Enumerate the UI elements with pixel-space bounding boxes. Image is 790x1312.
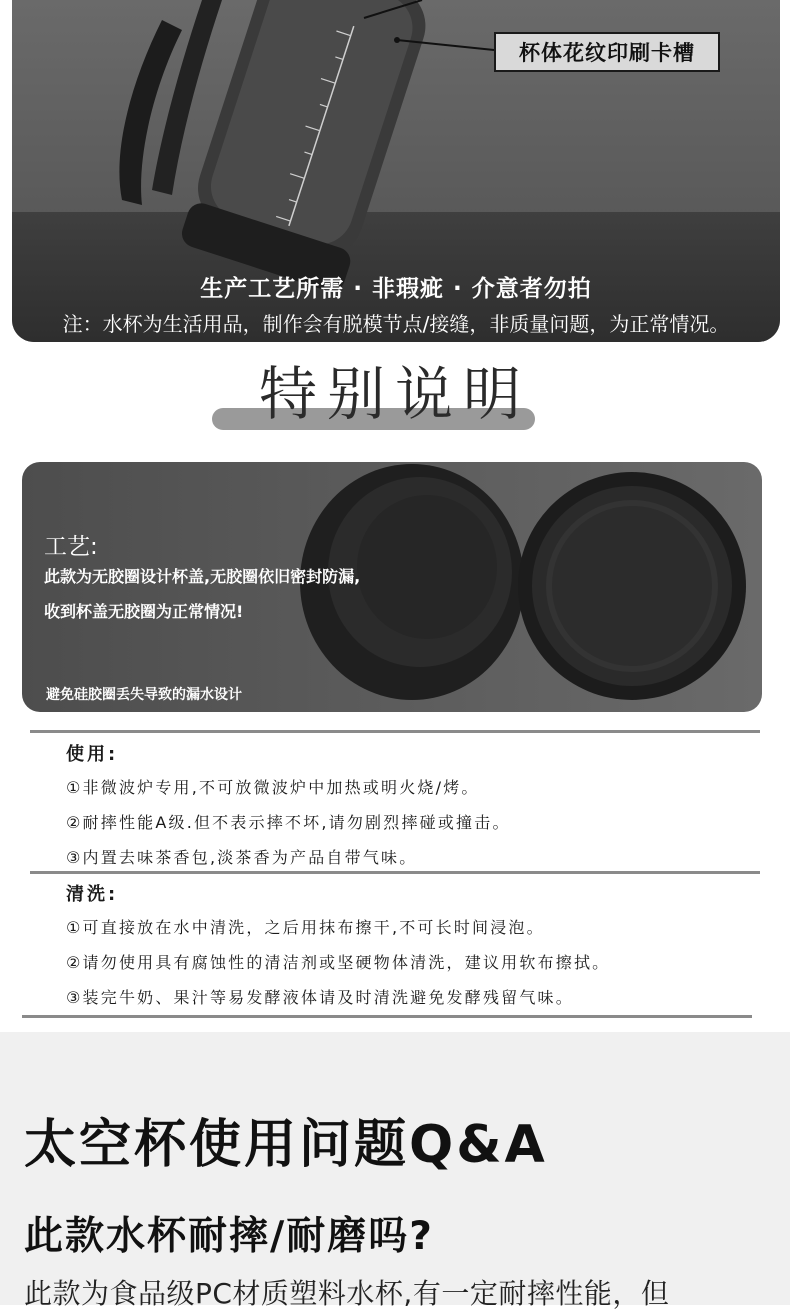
qa-answer: 此款为食品级PC材质塑料水杯,有一定耐摔性能，但 <box>24 1277 670 1310</box>
lid-craft-line-2: 收到杯盖无胶圈为正常情况! <box>44 602 244 621</box>
lid-footer-note: 避免硅胶圈丢失导致的漏水设计 <box>46 687 242 703</box>
usage-item: ③内置去味茶香包,淡茶香为产品自带气味。 <box>66 848 418 867</box>
divider-middle <box>30 871 760 874</box>
bottle-photo-panel <box>12 0 780 342</box>
usage-heading: 使用: <box>66 744 119 765</box>
lid-image <box>22 462 762 712</box>
cleaning-item: ③装完牛奶、果汁等易发酵液体请及时清洗避免发酵残留气味。 <box>66 988 574 1007</box>
photo-caption: 生产工艺所需 · 非瑕疵 · 介意者勿拍 <box>200 276 592 302</box>
usage-item: ②耐摔性能A级.但不表示摔不坏,请勿剧烈摔碰或撞击。 <box>66 813 511 832</box>
lid-craft-title: 工艺: <box>44 534 98 560</box>
print-slot-callout: 杯体花纹印刷卡槽 <box>494 32 720 72</box>
cleaning-item: ②请勿使用具有腐蚀性的清洁剂或坚硬物体清洗，建议用软布擦拭。 <box>66 953 611 972</box>
usage-item: ①非微波炉专用,不可放微波炉中加热或明火烧/烤。 <box>66 778 480 797</box>
section-title: 特别说明 <box>258 360 531 428</box>
section-heading <box>0 356 790 436</box>
qa-title: 太空杯使用问题Q&A <box>24 1115 548 1175</box>
lid-craft-line-1: 此款为无胶圈设计杯盖,无胶圈依旧密封防漏, <box>44 567 361 586</box>
lid-photo-panel <box>22 462 762 712</box>
qa-question: 此款水杯耐摔/耐磨吗? <box>24 1214 434 1259</box>
divider-top <box>30 730 760 733</box>
divider-bottom <box>22 1015 752 1018</box>
cleaning-heading: 清洗: <box>66 884 119 905</box>
cleaning-item: ①可直接放在水中清洗，之后用抹布擦干,不可长时间浸泡。 <box>66 918 545 937</box>
photo-note: 注：水杯为生活用品，制作会有脱模节点/接缝，非质量问题，为正常情况。 <box>62 312 730 336</box>
